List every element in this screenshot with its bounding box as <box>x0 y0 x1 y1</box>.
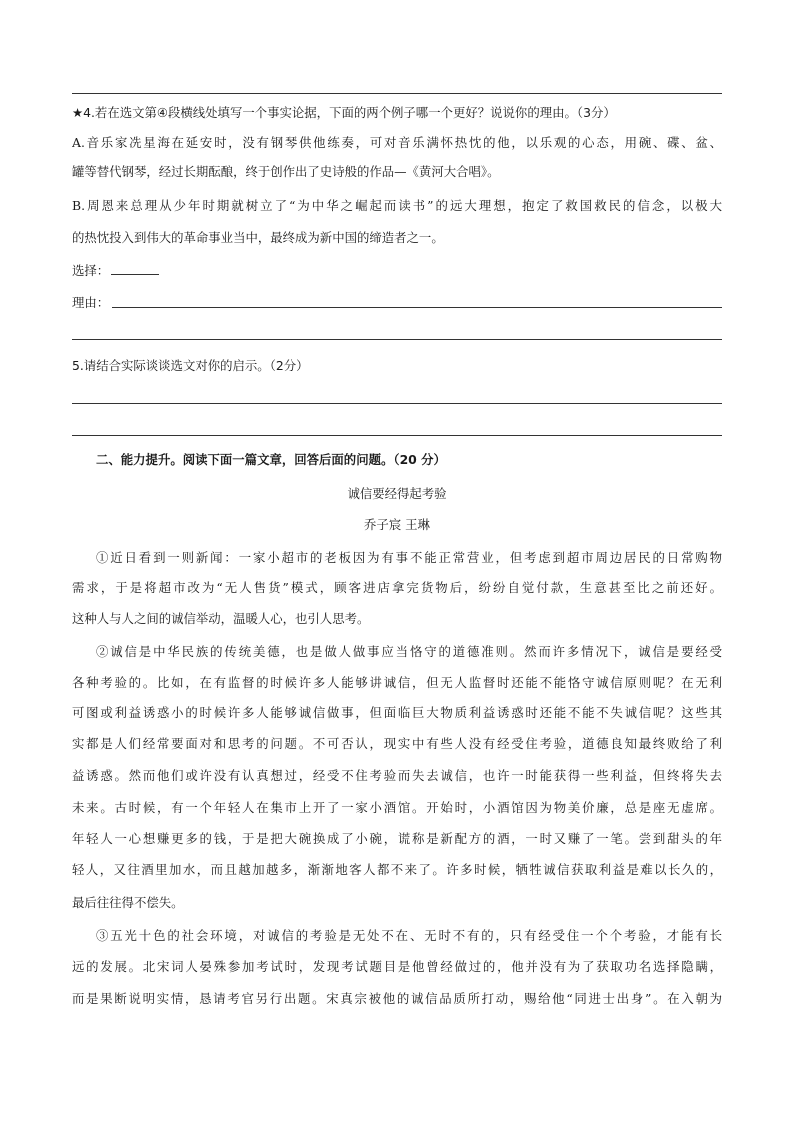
paragraph-2-line-8: 轻人，又往酒里加水，而且越加越多，渐渐地客人都不来了。许多时候，牺牲诚信获取利益是难以长久的， <box>72 862 722 877</box>
paragraph-2-line-7: 年轻人一心想赚更多的钱，于是把大碗换成了小碗，谎称是新配方的酒，一时又赚了一笔。尝到甜头的年 <box>72 831 722 846</box>
paragraph-2-line-3: 可图或利益诱惑小的时候许多人能够诚信做事，但面临巨大物质利益诱惑时还能不能不失诚信呢？这些其 <box>72 705 722 720</box>
q5-answer-line-2[interactable] <box>72 435 722 436</box>
article-title: 诚信要经得起考验 <box>347 486 447 501</box>
paragraph-2-line-1: ②诚信是中华民族的传统美德，也是做人做事应当恪守的道德准则。然而许多情况下，诚信是要经受 <box>96 644 722 659</box>
paragraph-1-line-3: 这种人与人之间的诚信举动，温暖人心，也引人思考。 <box>72 611 370 626</box>
paragraph-3-line-2: 远的发展。北宋词人晏殊参加考试时，发现考试题目是他曾经做过的，他并没有为了获取功名选择隐瞒， <box>72 959 722 974</box>
q5-stem: 5.请结合实际谈谈选文对你的启示。（2分） <box>72 358 309 373</box>
paragraph-1-line-1: ①近日看到一则新闻：一家小超市的老板因为有事不能正常营业，但考虑到超市周边居民的日常购物 <box>96 550 722 565</box>
paragraph-2-line-5: 益诱惑。然而他们或许没有认真想过，经受不住考验而失去诚信，也许一时能获得一些利益，但终将失去 <box>72 768 722 783</box>
q4-stem: ★4.若在选文第④段横线处填写一个事实论据，下面的两个例子哪一个更好？说说你的理由。（3分） <box>72 105 616 120</box>
q5-answer-line-1[interactable] <box>72 403 722 404</box>
q4-reason-row <box>72 295 722 311</box>
paragraph-2-line-9: 最后往往得不偿失。 <box>72 895 184 910</box>
paragraph-2-line-6: 未来。古时候，有一个年轻人在集市上开了一家小酒馆。开始时，小酒馆因为物美价廉，总是座无虚席。 <box>72 800 722 815</box>
paragraph-3-line-3: 而是果断说明实情，恳请考官另行出题。宋真宗被他的诚信品质所打动，赐给他“同进士出身”。在入朝为 <box>72 991 722 1006</box>
q4-option-b-line-2: 的热忱投入到伟大的革命事业当中，最终成为新中国的缔造者之一。 <box>72 230 444 245</box>
reason-label: 理由： <box>72 295 110 310</box>
paragraph-2-line-4: 实都是人们经常要面对和思考的问题。不可否认，现实中有些人没有经受住考验，道德良知最终败给了利 <box>72 736 722 751</box>
paragraph-1-line-2: 需求，于是将超市改为“无人售货”模式，顾客进店拿完货物后，纷纷自觉付款，生意甚至比之前还好。 <box>72 580 722 595</box>
article-author: 乔子宸 王琳 <box>364 517 430 532</box>
q4-option-a-line-2: 罐等替代钢琴，经过长期酝酿，终于创作出了史诗般的作品—《黄河大合唱》。 <box>72 164 500 179</box>
choice-answer-blank[interactable] <box>111 263 159 275</box>
paragraph-2-line-2: 各种考验的。比如，在有监督的时候许多人能够讲诚信，但无人监督时还能不能恪守诚信原则呢？在无利 <box>72 675 722 690</box>
paragraph-3-line-1: ③五光十色的社会环境，对诚信的考验是无处不在、无时不有的，只有经受住一个个考验，才能有长 <box>96 928 722 943</box>
section2-heading: 二、能力提升。阅读下面一篇文章，回答后面的问题。（20 分） <box>96 452 446 467</box>
choice-label: 选择： <box>72 263 110 278</box>
q4-option-a-line-1: A.音乐家冼星海在延安时，没有钢琴供他练奏，可对音乐满怀热忱的他，以乐观的心态，用碗、碟、盆、 <box>72 135 722 150</box>
reason-answer-line-2[interactable] <box>72 339 722 340</box>
top-rule <box>72 93 722 94</box>
reason-answer-line-1[interactable] <box>112 307 722 308</box>
q4-choice-row <box>72 263 722 279</box>
q4-option-b-line-1: B.周恩来总理从少年时期就树立了“为中华之崛起而读书”的远大理想，抱定了救国救民的信念，以极大 <box>72 198 722 213</box>
